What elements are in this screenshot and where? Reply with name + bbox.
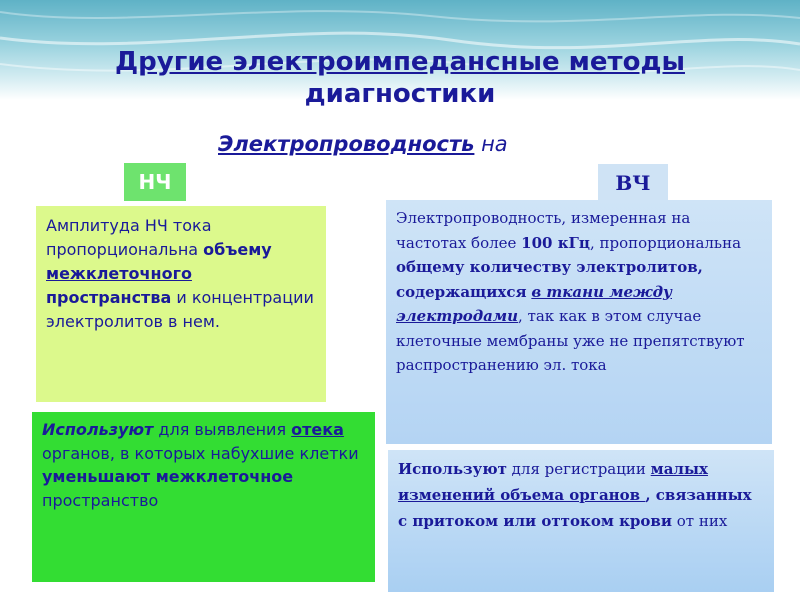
lf-text-6: пространства — [46, 288, 172, 307]
low-frequency-description — [36, 206, 326, 402]
lf-text-4: межклеточного — [46, 264, 192, 283]
lf-use-text-3: отека — [291, 420, 344, 439]
hf-use-text-1: Используют — [398, 460, 507, 478]
hf-use-text-5: от них — [671, 512, 728, 530]
hf-use-text-3: малых изменений объема органов — [398, 460, 708, 504]
subtitle-rest: на — [474, 132, 508, 156]
lf-use-text-4: органов, в которых набухшие клетки — [42, 443, 359, 463]
hf-text-1: Электропроводность, измеренная на частотах более — [396, 209, 691, 252]
hf-text-7: , так как в этом случае клеточные мембраны уже не препятствуют распространению эл. тока — [396, 307, 745, 374]
lf-use-text-6: пространство — [42, 490, 159, 510]
high-frequency-usage — [388, 450, 774, 592]
title-line-2: диагностики — [304, 79, 496, 109]
lf-text-1: Амплитуда НЧ тока пропорциональна — [46, 216, 212, 259]
low-frequency-tag: НЧ — [124, 163, 186, 201]
lf-use-text-2: для выявления — [153, 420, 292, 439]
hf-use-text-4: , связанных с притоком или оттоком крови — [398, 486, 752, 530]
lf-use-text-5: уменьшают межклеточное — [42, 467, 294, 486]
hf-text-6: в ткани между электродами — [396, 282, 672, 325]
page-title — [40, 46, 760, 110]
lf-text-7: и концентрации электролитов в нем. — [46, 288, 314, 331]
lf-text-2: объему — [203, 240, 272, 259]
hf-text-3: , пропорциональна — [589, 233, 742, 252]
hf-text-4: общему количеству электролитов, содержащихся — [396, 258, 703, 301]
title-line-1: Другие электроимпедансные методы — [115, 47, 685, 77]
subtitle-bold: Электропроводность — [218, 132, 475, 156]
subtitle — [218, 132, 508, 156]
high-frequency-description — [386, 200, 772, 444]
hf-use-text-2: для регистрации — [506, 460, 651, 478]
hf-text-2: 100 кГц — [521, 233, 590, 252]
high-frequency-tag: ВЧ — [598, 164, 668, 202]
lf-use-text-1: Используют — [42, 420, 154, 439]
low-frequency-usage — [32, 412, 375, 582]
